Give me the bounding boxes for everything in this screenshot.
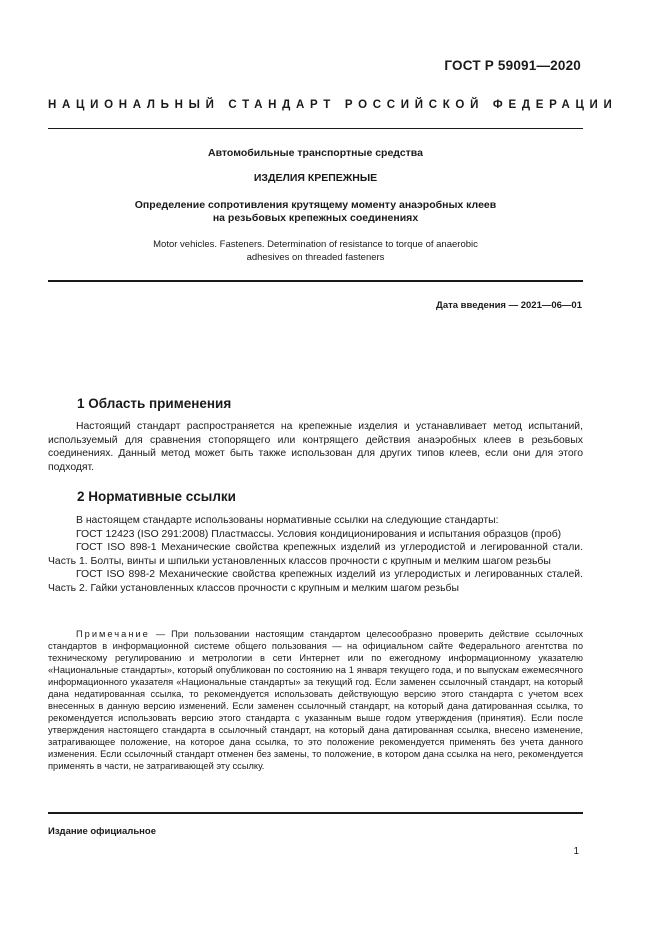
note-label: Примечание [76, 629, 150, 639]
title-english [48, 238, 583, 264]
footer-divider [48, 812, 583, 814]
title-russian-line-2: на резьбовых крепежных соединениях [212, 212, 419, 224]
reference-gost-iso-898-2: ГОСТ ISO 898-2 Механические свойства крепежных изделий из углеродистых и легированных сталей. Часть 2. Гайки установленных классов прочности с крупным и мелким шагом резьбы [48, 569, 583, 594]
standard-subject: Автомобильные транспортные средства [208, 147, 423, 159]
title-english-line-2: adhesives on threaded fasteners [246, 252, 385, 263]
section-1-body [48, 420, 583, 474]
title-divider [48, 280, 583, 282]
section-2-body [48, 514, 583, 596]
note-text: — При пользовании настоящим стандартом целесообразно проверить действие ссылочных стандартов в информационной системе общего пользования — на официальном сайте Федерального агентства по техническому регулированию и метрологии в сети Интернет или по ежегодному информационному указателю «Национальные стандарты», который опубликован по состоянию на 1 января текущего года, и по выпускам ежемесячного информационного указателя «Национальные стандарты» за текущий год. Если заменен ссылочный стандарт, на который дана недатированная ссылка, то рекомендуется использовать действующую версию этого стандарта с учетом всех внесенных в данную версию изменений. Если заменен ссылочный стандарт, на который дана датированная ссылка, то рекомендуется использовать версию этого стандарта с указанным выше годом утверждения (принятия). Если после утверждения настоящего стандарта в ссылочный стандарт, на который дана датированная ссылка, внесено изменение, затрагивающее положение, на которое дана ссылка, то это положение рекомендуется применять без учета данного изменения. Если ссылочный стандарт отменен без замены, то положение, в котором дана ссылка на него, рекомендуется применять в части, не затрагивающей эту ссылку. [48, 629, 583, 771]
title-english-line-1: Motor vehicles. Fasteners. Determination of resistance to torque of anaerobic [153, 239, 478, 250]
reference-gost-12423: ГОСТ 12423 (ISO 291:2008) Пластмассы. Условия кондиционирования и испытания образцов (проб) [76, 528, 562, 540]
title-russian-line-1: Определение сопротивления крутящему моменту анаэробных клеев [134, 199, 497, 211]
official-edition-label: Издание официальное [48, 826, 156, 837]
header-divider [48, 128, 583, 129]
national-standard-banner: НАЦИОНАЛЬНЫЙ СТАНДАРТ РОССИЙСКОЙ ФЕДЕРАЦИИ [48, 99, 618, 111]
page-number: 1 [573, 846, 579, 857]
document-number: ГОСТ Р 59091—2020 [444, 58, 581, 73]
reference-gost-iso-898-1: ГОСТ ISO 898-1 Механические свойства крепежных изделий из углеродистой и легированной стали. Часть 1. Болты, винты и шпильки установленных классов прочности с крупным и мелким шагом резьбы [48, 542, 583, 567]
section-1-title: 1 Область применения [77, 396, 232, 411]
standard-product: ИЗДЕЛИЯ КРЕПЕЖНЫЕ [253, 172, 378, 184]
references-intro: В настоящем стандарте использованы нормативные ссылки на следующие стандарты: [76, 515, 499, 526]
references-note [48, 628, 583, 772]
section-2-title: 2 Нормативные ссылки [77, 489, 236, 504]
section-2-heading [77, 489, 236, 504]
section-1-heading [77, 396, 231, 411]
introduction-date: Дата введения — 2021—06—01 [436, 300, 582, 311]
section-1-paragraph: Настоящий стандарт распространяется на крепежные изделия и устанавливает метод испытаний, используемый для сравнения стопорящего или контрящего действия анаэробных клеев в резьбовых соединениях. Данный метод может быть также использован для других типов клеев, если они для этого подходят. [48, 421, 583, 473]
title-russian [48, 199, 583, 225]
